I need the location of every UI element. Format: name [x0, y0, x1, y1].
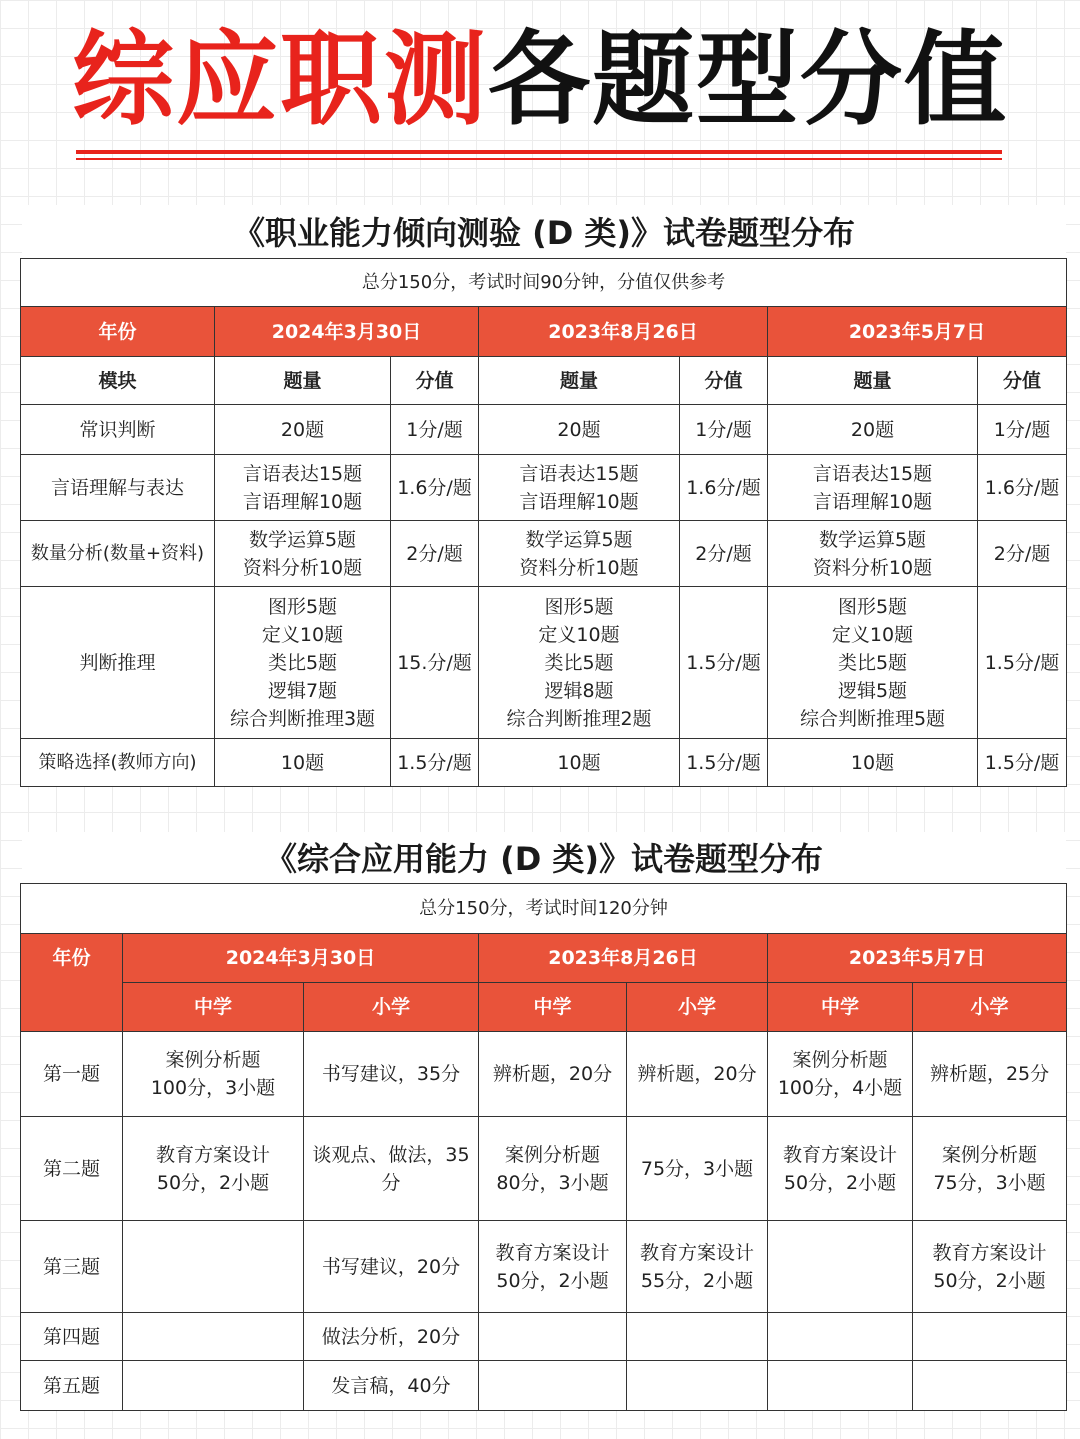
year-header-label: 年份	[21, 307, 215, 357]
score-cell: 1.5分/题	[978, 739, 1067, 787]
question-line: 谈观点、做法，35	[312, 1143, 470, 1166]
question-cell	[304, 1221, 479, 1313]
question-line: 75分，3小题	[933, 1171, 1046, 1194]
level-header-primary: 小学	[913, 983, 1067, 1032]
count-line: 类比5题	[837, 651, 908, 674]
column-header-score: 分值	[680, 357, 768, 405]
question-line: 75分，3小题	[640, 1157, 754, 1180]
question-line: 做法分析，20分	[321, 1325, 461, 1348]
score-cell: 2分/题	[391, 521, 479, 587]
level-header-middle: 中学	[123, 983, 304, 1032]
question-line: 辨析题，20分	[637, 1063, 757, 1085]
question-line: 教育方案设计	[639, 1241, 754, 1264]
score-cell: 1.5分/题	[680, 587, 768, 739]
count-line: 10题	[280, 751, 325, 774]
question-line: 辨析题，20分	[492, 1063, 613, 1085]
count-line: 定义10题	[261, 623, 344, 646]
count-line: 资料分析10题	[812, 556, 933, 579]
count-line: 类比5题	[267, 651, 338, 674]
count-cell	[479, 455, 680, 521]
question-label: 第五题	[21, 1361, 123, 1411]
count-line: 逻辑5题	[837, 679, 908, 702]
column-header-count: 题量	[215, 357, 391, 405]
question-line: 发言稿，40分	[331, 1374, 451, 1397]
count-line: 20题	[850, 418, 895, 441]
question-line: 50分，2小题	[783, 1171, 897, 1194]
question-line: 55分，2小题	[640, 1269, 754, 1292]
score-cell: 15.分/题	[391, 587, 479, 739]
year-header-2023-08-26: 2023年8月26日	[479, 307, 768, 357]
score-cell: 1分/题	[680, 405, 768, 455]
module-cell: 判断推理	[21, 587, 215, 739]
question-line: 案例分析题	[792, 1049, 888, 1071]
count-line: 综合判断推理3题	[229, 707, 376, 730]
module-cell: 数量分析(数量+资料)	[21, 521, 215, 587]
count-line: 逻辑8题	[544, 679, 614, 702]
question-line: 教育方案设计	[155, 1143, 270, 1166]
question-cell	[913, 1032, 1067, 1117]
score-cell: 1.6分/题	[978, 455, 1067, 521]
count-line: 逻辑7题	[267, 679, 338, 702]
count-line: 20题	[280, 418, 325, 441]
question-cell	[627, 1221, 768, 1313]
count-cell	[479, 587, 680, 739]
score-cell: 1.5分/题	[978, 587, 1067, 739]
count-line: 言语表达15题	[519, 462, 639, 485]
question-cell	[913, 1117, 1067, 1221]
count-cell	[768, 587, 978, 739]
column-header-count: 题量	[479, 357, 680, 405]
question-line: 100分，3小题	[150, 1077, 276, 1099]
year-header-2024-03-30: 2024年3月30日	[215, 307, 479, 357]
question-line: 案例分析题	[504, 1143, 600, 1166]
question-cell-empty	[768, 1361, 913, 1411]
count-cell	[768, 521, 978, 587]
question-label: 第一题	[21, 1032, 123, 1117]
module-cell: 策略选择(教师方向)	[21, 739, 215, 787]
question-label: 第二题	[21, 1117, 123, 1221]
title-underline	[76, 150, 1002, 154]
count-cell	[215, 455, 391, 521]
title-black-part: 各题型分值	[488, 21, 1008, 140]
score-cell: 1.6分/题	[391, 455, 479, 521]
score-cell: 1.5分/题	[680, 739, 768, 787]
count-line: 言语理解10题	[812, 490, 933, 513]
year-header-label: 年份	[21, 934, 123, 1032]
question-cell-empty	[123, 1313, 304, 1361]
question-line: 书写建议，20分	[321, 1255, 461, 1278]
year-header-2023-08-26: 2023年8月26日	[479, 934, 768, 983]
section1-subtitle: 总分150分，考试时间90分钟，分值仅供参考	[21, 259, 1067, 307]
question-cell	[304, 1117, 479, 1221]
level-header-middle: 中学	[479, 983, 627, 1032]
title-underline-thin	[76, 158, 1002, 160]
question-line: 100分，4小题	[777, 1077, 903, 1099]
comprehensive-test-table	[20, 883, 1067, 1411]
count-cell	[215, 521, 391, 587]
question-line: 教育方案设计	[495, 1241, 610, 1264]
section2-heading: 《综合应用能力 (D 类)》试卷题型分布	[22, 832, 1066, 886]
question-line: 辨析题，25分	[929, 1063, 1050, 1085]
question-cell	[479, 1032, 627, 1117]
question-cell	[304, 1313, 479, 1361]
count-cell	[768, 405, 978, 455]
count-line: 图形5题	[544, 595, 614, 618]
score-cell: 1.6分/题	[680, 455, 768, 521]
module-cell: 言语理解与表达	[21, 455, 215, 521]
question-cell-empty	[768, 1313, 913, 1361]
count-cell	[768, 739, 978, 787]
count-line: 图形5题	[267, 595, 338, 618]
year-header-2024-03-30: 2024年3月30日	[123, 934, 479, 983]
question-line: 教育方案设计	[932, 1241, 1047, 1264]
question-cell-empty	[123, 1361, 304, 1411]
count-cell	[479, 521, 680, 587]
score-cell: 1分/题	[978, 405, 1067, 455]
question-cell	[123, 1032, 304, 1117]
count-line: 20题	[557, 418, 601, 441]
question-line: 教育方案设计	[782, 1143, 897, 1166]
question-line: 50分，2小题	[156, 1171, 270, 1194]
count-line: 图形5题	[837, 595, 908, 618]
count-line: 言语理解10题	[519, 490, 639, 513]
score-cell: 2分/题	[978, 521, 1067, 587]
question-cell	[479, 1117, 627, 1221]
question-label: 第三题	[21, 1221, 123, 1313]
level-header-primary: 小学	[627, 983, 768, 1032]
question-line: 书写建议，35分	[321, 1063, 461, 1085]
module-cell: 常识判断	[21, 405, 215, 455]
count-cell	[479, 405, 680, 455]
count-cell	[479, 739, 680, 787]
level-header-primary: 小学	[304, 983, 479, 1032]
score-cell: 1.5分/题	[391, 739, 479, 787]
column-header-score: 分值	[391, 357, 479, 405]
question-line: 案例分析题	[165, 1049, 261, 1071]
question-cell	[913, 1221, 1067, 1313]
score-cell: 2分/题	[680, 521, 768, 587]
question-cell	[479, 1221, 627, 1313]
section2-subtitle: 总分150分，考试时间120分钟	[21, 884, 1067, 934]
column-header-score: 分值	[978, 357, 1067, 405]
count-line: 综合判断推理5题	[799, 707, 946, 730]
count-cell	[215, 739, 391, 787]
question-cell-empty	[627, 1313, 768, 1361]
question-cell	[304, 1361, 479, 1411]
year-header-2023-05-07: 2023年5月7日	[768, 934, 1067, 983]
count-line: 综合判断推理2题	[506, 707, 652, 730]
count-line: 数学运算5题	[818, 528, 927, 551]
question-line: 案例分析题	[942, 1143, 1038, 1166]
page-title	[0, 22, 1080, 140]
question-cell-empty	[627, 1361, 768, 1411]
count-line: 定义10题	[538, 623, 620, 646]
count-line: 言语表达15题	[812, 462, 933, 485]
count-line: 定义10题	[831, 623, 914, 646]
question-cell-empty	[479, 1313, 627, 1361]
question-cell-empty	[913, 1313, 1067, 1361]
question-cell-empty	[123, 1221, 304, 1313]
question-line: 分	[381, 1171, 401, 1194]
title-red-part: 综应职测	[72, 21, 488, 140]
question-cell-empty	[913, 1361, 1067, 1411]
count-cell	[215, 587, 391, 739]
question-cell-empty	[479, 1361, 627, 1411]
column-header-count: 题量	[768, 357, 978, 405]
count-line: 资料分析10题	[519, 556, 639, 579]
question-line: 80分，3小题	[496, 1171, 609, 1194]
question-cell	[627, 1117, 768, 1221]
count-line: 言语表达15题	[242, 462, 363, 485]
section1-heading: 《职业能力倾向测验 (D 类)》试卷题型分布	[22, 205, 1066, 261]
column-header-module: 模块	[21, 357, 215, 405]
count-line: 10题	[557, 751, 601, 774]
count-line: 数学运算5题	[248, 528, 357, 551]
question-line: 50分，2小题	[933, 1269, 1046, 1292]
year-header-2023-05-07: 2023年5月7日	[768, 307, 1067, 357]
level-header-middle: 中学	[768, 983, 913, 1032]
question-cell	[304, 1032, 479, 1117]
count-line: 数学运算5题	[525, 528, 633, 551]
question-line: 50分，2小题	[496, 1269, 609, 1292]
aptitude-test-table	[20, 258, 1067, 787]
question-label: 第四题	[21, 1313, 123, 1361]
count-line: 言语理解10题	[242, 490, 363, 513]
question-cell-empty	[768, 1221, 913, 1313]
score-cell: 1分/题	[391, 405, 479, 455]
count-cell	[768, 455, 978, 521]
count-line: 10题	[850, 751, 895, 774]
count-line: 资料分析10题	[242, 556, 363, 579]
question-cell	[768, 1032, 913, 1117]
count-cell	[215, 405, 391, 455]
question-cell	[768, 1117, 913, 1221]
question-cell	[627, 1032, 768, 1117]
question-cell	[123, 1117, 304, 1221]
count-line: 类比5题	[544, 651, 614, 674]
